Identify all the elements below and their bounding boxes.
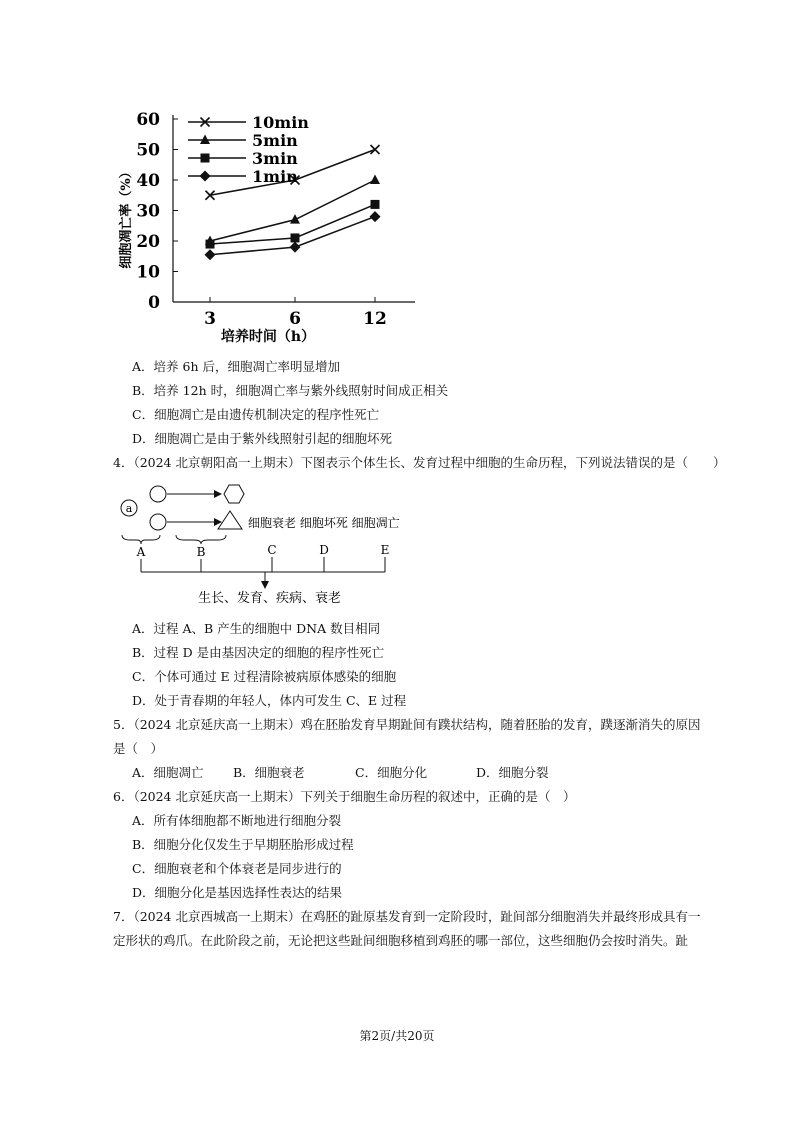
legend-label: 5min [252,131,298,150]
q6-option-c[interactable]: C．细胞衰老和个体衰老是同步进行的 [132,861,342,876]
q4-option-d[interactable]: D．处于青春期的年轻人，体内可发生 C、E 过程 [132,693,407,708]
cell-circle-bottom [150,514,166,530]
y-tick-label: 30 [136,201,160,222]
q4-option-c[interactable]: C．个体可通过 E 过程清除被病原体感染的细胞 [132,669,397,684]
q6-option-a[interactable]: A．所有体细胞都不断地进行细胞分裂 [132,813,342,828]
y-tick-label: 10 [136,262,160,283]
q3-option-b[interactable]: B．培养 12h 时，细胞凋亡率与紫外线照射时间成正相关 [132,383,449,398]
y-tick-label: 40 [136,171,160,191]
q5-option-d[interactable]: D．细胞分裂 [476,765,549,780]
q7-line2: 定形状的鸡爪。在此阶段之前，无论把这些趾间细胞移植到鸡胚的哪一部位，这些细胞仍会按时消失。趾 [113,933,689,948]
q3-option-a[interactable]: A．培养 6h 后，细胞凋亡率明显增加 [132,359,340,374]
y-tick-label: 50 [136,140,160,161]
data-point [290,214,300,224]
x-tick-label: 12 [363,309,387,329]
process-label-b: B [196,545,206,559]
data-point [371,200,380,209]
process-label-c: C [267,543,277,557]
outcome-text: 生长、发育、疾病、衰老 [198,591,342,606]
x-tick-label: 3 [204,309,216,329]
legend-label: 10min [252,113,309,132]
q5-option-b[interactable]: B．细胞衰老 [233,765,305,780]
data-point [200,171,211,182]
q4-option-b[interactable]: B．过程 D 是由基因决定的细胞的程序性死亡 [132,645,385,660]
chart-ylabel: 细胞凋亡率（%） [119,165,134,269]
q5-option-c[interactable]: C．细胞分化 [355,765,428,780]
data-point [205,249,216,260]
chart-xlabel: 培养时间（h） [220,329,316,345]
q5-stem-line1: 5．（2024 北京延庆高一上期末）鸡在胚胎发育早期趾间有蹼状结构，随着胚胎的发育，蹼逐渐消失的原因 [113,717,701,732]
legend-label: 3min [252,149,298,168]
q6-option-d[interactable]: D．细胞分化是基因选择性表达的结果 [132,885,343,900]
y-tick-label: 20 [136,232,160,252]
triangle-cell-icon [218,511,242,529]
q3-option-d[interactable]: D．细胞凋亡是由于紫外线照射引起的细胞坏死 [132,431,393,446]
legend-label: 1min [252,167,298,186]
x-tick-label: 6 [289,309,301,329]
process-label-e: E [380,543,390,557]
data-point [206,240,215,249]
q5-stem-line2: 是（ ） [113,741,164,756]
q4-option-a[interactable]: A．过程 A、B 产生的细胞中 DNA 数目相同 [132,621,381,636]
series-line [210,180,375,241]
hexagon-cell-icon [224,485,244,503]
data-point [370,211,381,222]
data-point [201,154,210,163]
q6-option-b[interactable]: B．细胞分化仅发生于早期胚胎形成过程 [132,837,354,852]
page-footer: 第2页/共20页 [359,1029,435,1043]
y-tick-label: 0 [148,293,160,313]
cell-process-diagram [112,478,412,613]
q6-stem: 6．（2024 北京延庆高一上期末）下列关于细胞生命历程的叙述中，正确的是（ ） [113,789,576,804]
apoptosis-line-chart [110,105,430,350]
data-point [370,175,380,185]
process-label-a: A [136,545,146,559]
q5-option-a[interactable]: A．细胞凋亡 [132,765,204,780]
q4-stem: 4．（2024 北京朝阳高一上期末）下图表示个体生长、发育过程中细胞的生命历程，下列说法错误的是（ ） [113,455,726,470]
data-point [371,145,380,154]
q3-option-c[interactable]: C．细胞凋亡是由遗传机制决定的程序性死亡 [132,407,380,422]
data-point [291,233,300,242]
process-label-d: D [319,543,329,557]
data-point [290,242,301,253]
chart-legend [188,113,309,186]
y-tick-label: 60 [136,110,160,130]
circle-a-label: a [125,502,133,515]
cell-circle-top [150,486,166,502]
events-text: 细胞衰老 细胞坏死 细胞凋亡 [248,516,400,530]
q7-line1: 7．（2024 北京西城高一上期末）在鸡胚的趾原基发育到一定阶段时，趾间部分细胞消失并最终形成具有一 [113,909,701,924]
